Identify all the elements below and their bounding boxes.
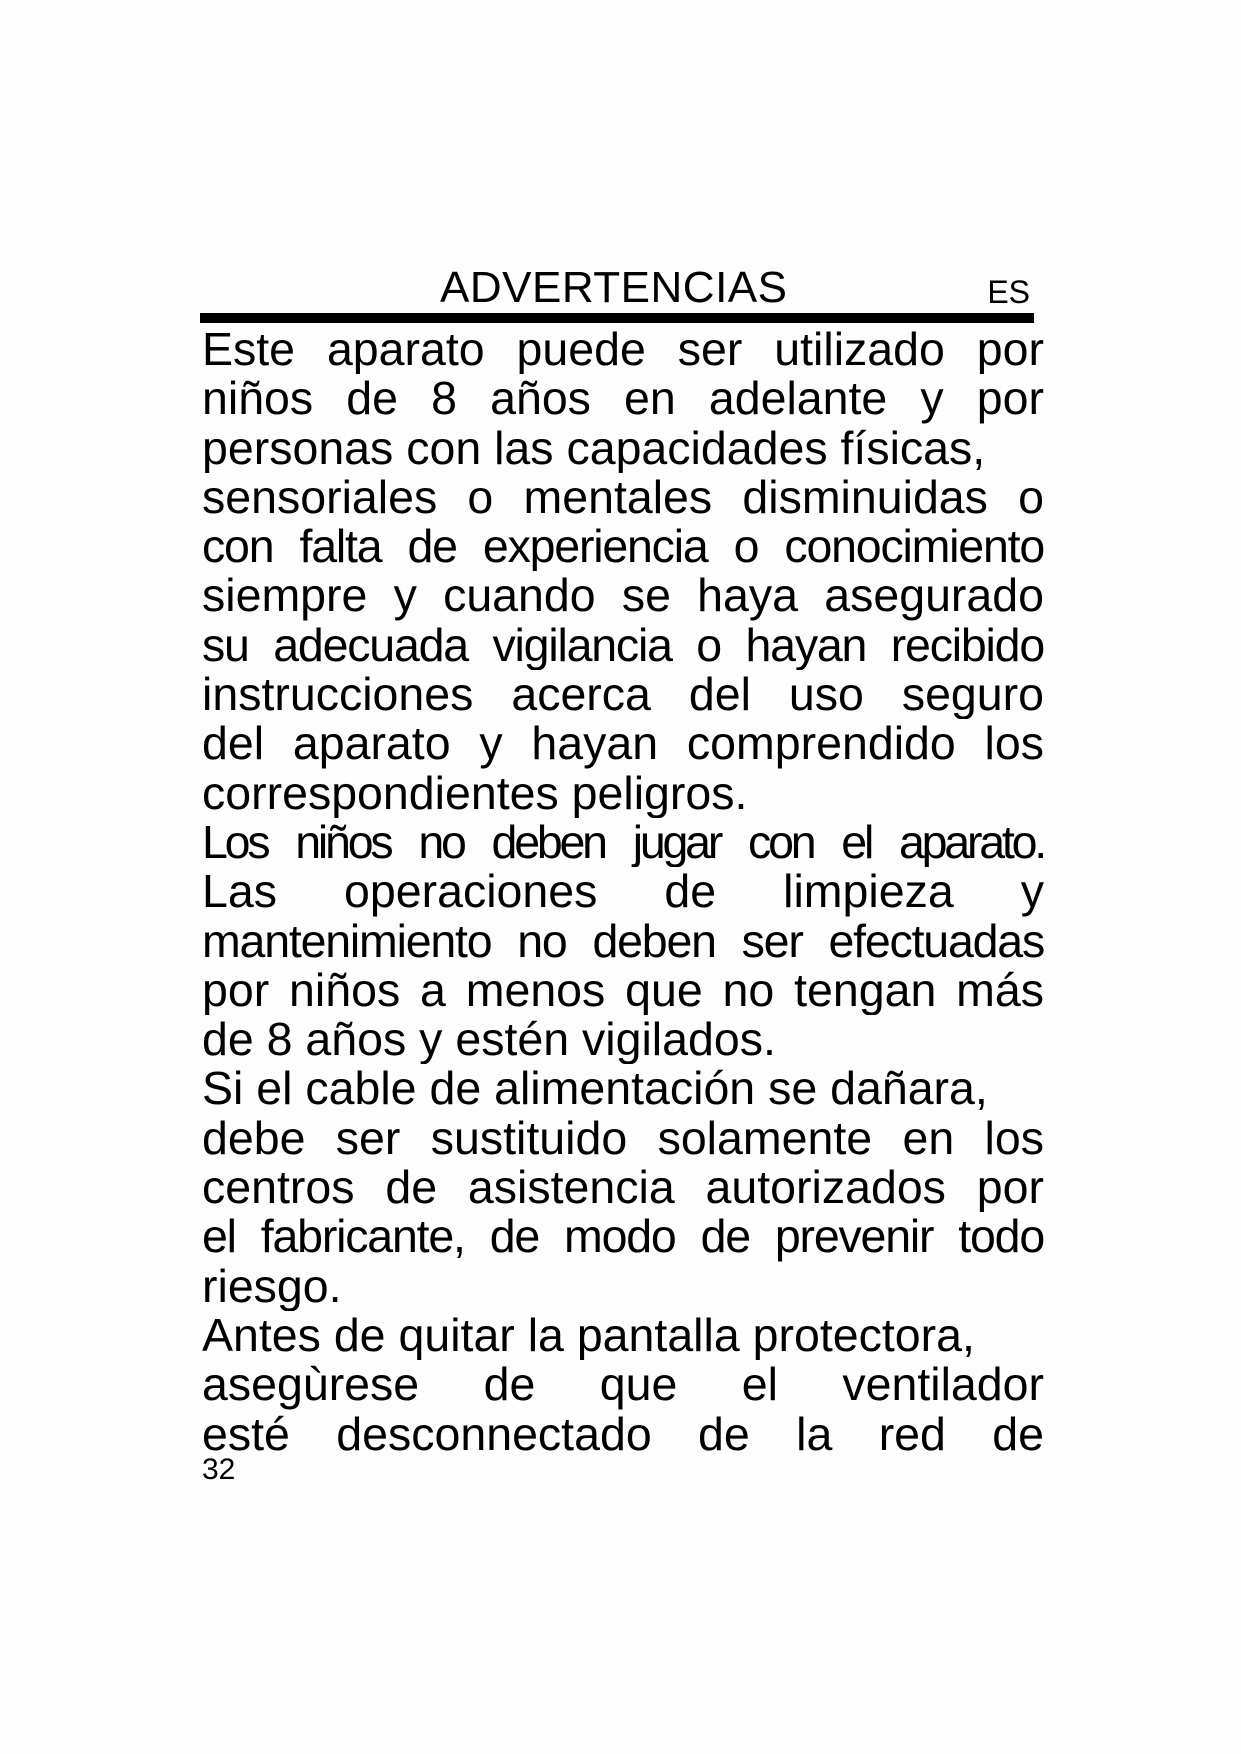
text-line: esté desconnectado de la red de xyxy=(202,1409,1044,1459)
text-line: del aparato y hayan comprendido los xyxy=(202,719,1044,769)
text-line: instrucciones acerca del uso seguro xyxy=(202,670,1044,720)
text-line: personas con las capacidades físicas, xyxy=(202,423,986,473)
text-line: Este aparato puede ser utilizado por xyxy=(202,325,1044,375)
text-line: el fabricante, de modo de prevenir todo xyxy=(202,1212,1044,1262)
text-line: de 8 años y estén vigilados. xyxy=(202,1015,776,1065)
text-line: sensoriales o mentales disminuidas o xyxy=(202,472,1044,523)
text-line: Los niños no deben jugar con el aparato. xyxy=(202,817,1044,868)
text-line: correspondientes peligros. xyxy=(202,768,748,818)
text-line: centros de asistencia autorizados por xyxy=(202,1163,1044,1213)
text-line: por niños a menos que no tengan más xyxy=(202,965,1044,1016)
text-line: debe ser sustituido solamente en los xyxy=(202,1113,1044,1164)
section-title: ADVERTENCIAS xyxy=(440,263,788,312)
text-line: Si el cable de alimentación se dañara, xyxy=(202,1064,988,1114)
text-line: Las operaciones de limpieza y xyxy=(202,867,1044,917)
text-line: niños de 8 años en adelante y por xyxy=(202,374,1044,424)
text-line: con falta de experiencia o conocimiento xyxy=(202,522,1044,572)
text-line: siempre y cuando se haya asegurado xyxy=(202,571,1044,621)
text-line: Antes de quitar la pantalla protectora, xyxy=(202,1310,975,1361)
text-line: su adecuada vigilancia o hayan recibido xyxy=(202,620,1044,671)
header-rule xyxy=(200,313,1034,323)
language-code: ES xyxy=(987,274,1030,310)
page-header xyxy=(200,258,1040,318)
text-line: asegùrese de que el ventilador xyxy=(202,1360,1044,1410)
warnings-text xyxy=(202,325,1044,1459)
text-line: riesgo. xyxy=(202,1261,342,1311)
page-number: 32 xyxy=(202,1453,236,1486)
text-line: mantenimiento no deben ser efectuadas xyxy=(202,916,1044,966)
